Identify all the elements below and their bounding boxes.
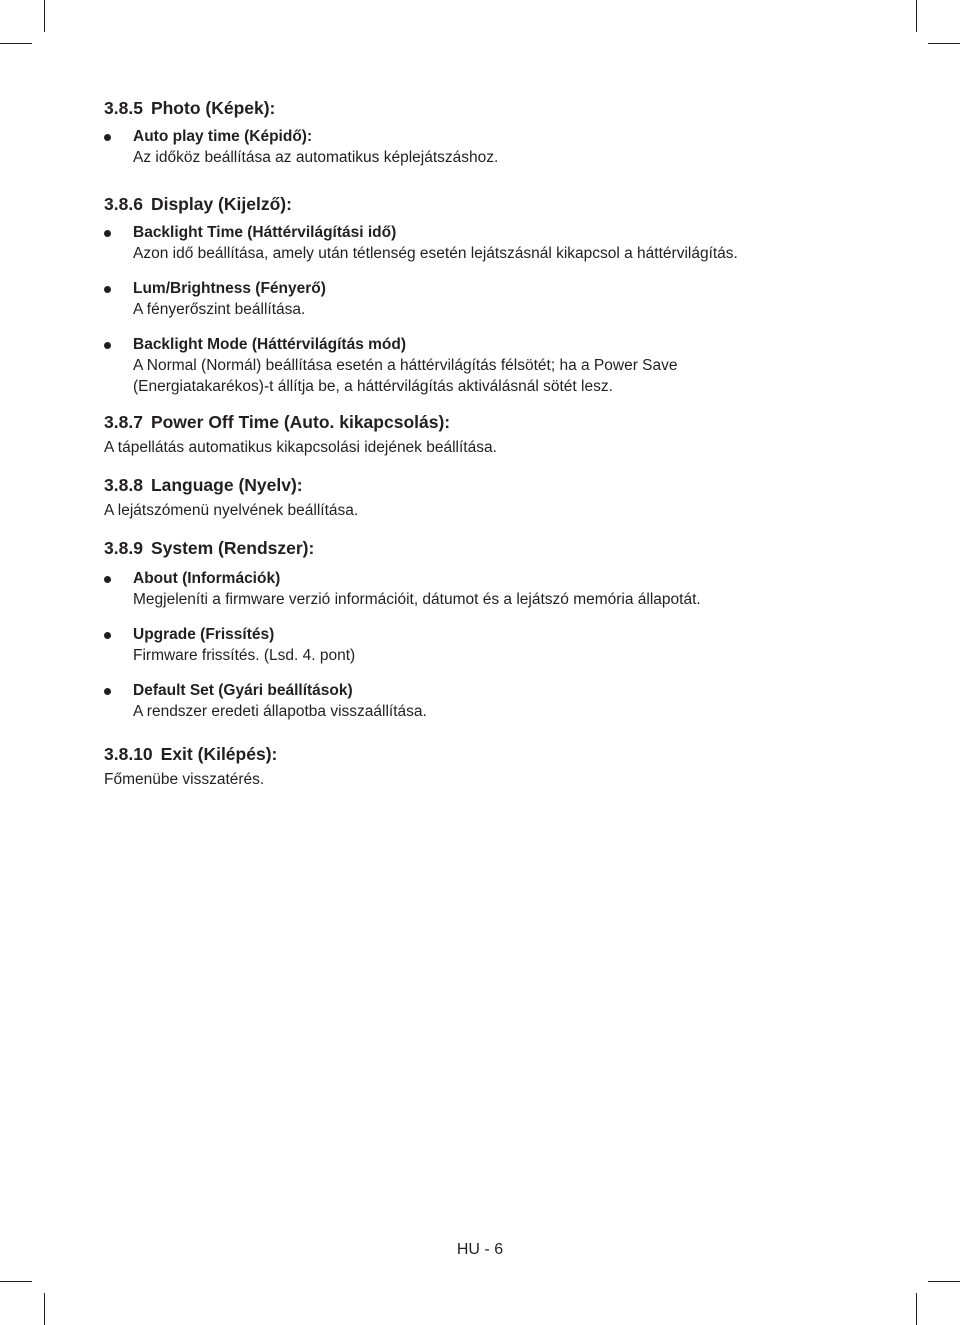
bullet-icon	[104, 286, 111, 293]
item-text: Azon idő beállítása, amely után tétlenség esetén lejátszásnál kikapcsol a háttérvilágítás.	[133, 245, 738, 262]
list-item	[104, 680, 864, 722]
item-text: Firmware frissítés. (Lsd. 4. pont)	[133, 647, 356, 664]
item-text: A fényerőszint beállítása.	[133, 301, 306, 318]
item-text: A rendszer eredeti állapotba visszaállítása.	[133, 703, 427, 720]
section-heading-system: 3.8.9 System (Rendszer):	[104, 538, 315, 558]
item-title: Backlight Time (Háttérvilágítási idő)	[133, 224, 397, 241]
crop-mark	[44, 1293, 45, 1325]
section-heading-photo: 3.8.5 Photo (Képek):	[104, 98, 276, 118]
page-content	[104, 96, 864, 790]
section-text: Főmenübe visszatérés.	[104, 771, 265, 788]
crop-mark	[0, 43, 32, 44]
crop-mark	[916, 0, 917, 32]
list-item	[104, 624, 864, 666]
item-text: Az időköz beállítása az automatikus képlejátszáshoz.	[133, 149, 499, 166]
item-title: Default Set (Gyári beállítások)	[133, 682, 353, 699]
bullet-icon	[104, 342, 111, 349]
bullet-icon	[104, 230, 111, 237]
section-text: A tápellátás automatikus kikapcsolási idejének beállítása.	[104, 439, 497, 456]
bullet-icon	[104, 632, 111, 639]
crop-mark	[0, 1281, 32, 1282]
crop-mark	[44, 0, 45, 32]
section-heading-display: 3.8.6 Display (Kijelző):	[104, 194, 292, 214]
item-title: Backlight Mode (Háttérvilágítás mód)	[133, 336, 407, 353]
section-heading-exit: 3.8.10 Exit (Kilépés):	[104, 744, 278, 764]
bullet-icon	[104, 576, 111, 583]
item-title: About (Információk)	[133, 570, 281, 587]
list-item	[104, 278, 864, 320]
list-item	[104, 126, 864, 168]
section-text: A lejátszómenü nyelvének beállítása.	[104, 502, 359, 519]
item-title: Upgrade (Frissítés)	[133, 626, 275, 643]
page-number: HU - 6	[456, 1241, 504, 1258]
list-item	[104, 334, 864, 397]
list-item	[104, 222, 864, 264]
bullet-icon	[104, 688, 111, 695]
item-text: (Energiatakarékos)-t állítja be, a háttérvilágítás aktiválásnál sötét lesz.	[133, 378, 613, 395]
item-text: A Normal (Normál) beállítása esetén a háttérvilágítás félsötét; ha a Power Save	[133, 357, 678, 374]
section-heading-power-off-time: 3.8.7 Power Off Time (Auto. kikapcsolás):	[104, 412, 451, 432]
list-item	[104, 568, 864, 610]
item-title: Lum/Brightness (Fényerő)	[133, 280, 326, 297]
item-text: Megjeleníti a firmware verzió információit, dátumot és a lejátszó memória állapotát.	[133, 591, 701, 608]
crop-mark	[928, 43, 960, 44]
item-title: Auto play time (Képidő):	[133, 128, 313, 145]
crop-mark	[928, 1281, 960, 1282]
crop-mark	[916, 1293, 917, 1325]
bullet-icon	[104, 134, 111, 141]
section-heading-language: 3.8.8 Language (Nyelv):	[104, 475, 303, 495]
